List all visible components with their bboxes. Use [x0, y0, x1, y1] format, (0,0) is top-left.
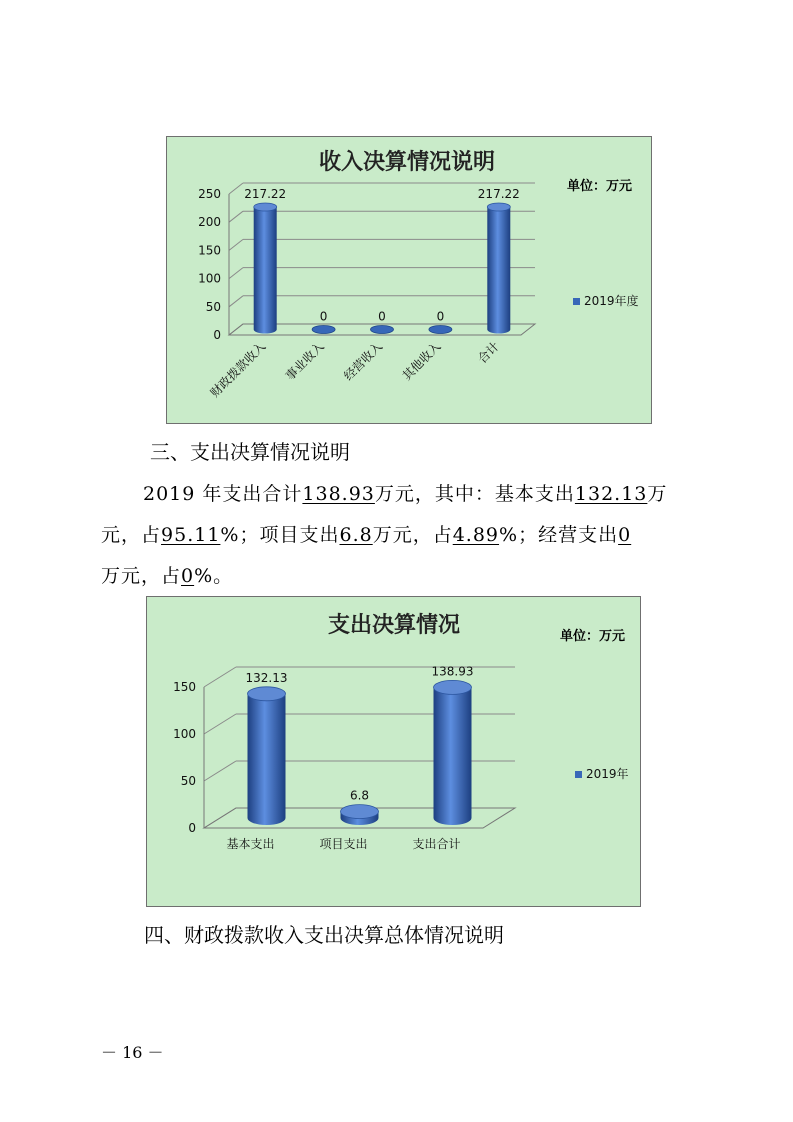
bar-top: [312, 326, 335, 334]
legend-swatch: [573, 298, 580, 305]
bar: [254, 203, 277, 334]
expenditure-chart-unit: 单位：万元: [560, 629, 626, 644]
bar-body: [434, 687, 472, 825]
section4-heading: 四、财政拨款收入支出决算总体情况说明: [144, 923, 504, 947]
data-label: 6.8: [349, 788, 370, 803]
bar-body: [254, 207, 277, 334]
bar: [312, 326, 335, 334]
y-tick-label: 50: [205, 299, 221, 314]
x-category-label: 支出合计: [412, 837, 461, 851]
bar: [341, 805, 379, 825]
operating-expenditure-value: 0: [618, 524, 632, 546]
data-label: 0: [436, 309, 445, 324]
y-tick-label: 50: [180, 774, 196, 788]
y-tick-label: 0: [213, 328, 221, 342]
project-pct-value: 4.89: [452, 524, 500, 546]
chart-title: 支出决算情况: [327, 613, 461, 638]
page-number: － 16 －: [101, 1043, 164, 1062]
income-chart: [166, 136, 652, 424]
bar-top: [487, 203, 510, 211]
x-category-label: 合计: [475, 339, 502, 367]
legend-label: 2019年: [586, 767, 629, 781]
data-label: 132.13: [245, 670, 288, 685]
y-tick-label: 200: [198, 215, 221, 230]
bar-top: [341, 805, 379, 819]
bar: [487, 203, 510, 334]
data-label: 217.22: [477, 186, 520, 201]
y-tick-label: 150: [198, 243, 221, 258]
basic-expenditure-value: 132.13: [574, 483, 648, 505]
bar: [429, 326, 452, 334]
section3-paragraph-line1: 2019 年支出合计138.93万元，其中：基本支出132.13万: [143, 483, 668, 505]
depth-gridline: [204, 714, 236, 734]
operating-pct-value: 0: [181, 565, 195, 587]
x-category-label: 财政拨款收入: [207, 339, 269, 401]
depth-gridline: [204, 761, 236, 781]
bar-body: [248, 694, 286, 825]
chart-title: 收入决算情况说明: [318, 150, 496, 175]
bar-body: [487, 207, 510, 334]
data-label: 217.22: [244, 186, 287, 201]
y-tick-label: 0: [188, 821, 196, 835]
depth-gridline: [229, 239, 243, 250]
depth-gridline: [229, 268, 243, 279]
income-chart-unit: 单位：万元: [567, 179, 633, 194]
basic-pct-value: 95.11: [161, 524, 221, 546]
y-tick-label: 100: [198, 271, 221, 286]
depth-gridline: [204, 667, 236, 687]
x-category-label: 事业收入: [282, 339, 327, 384]
bar-top: [434, 680, 472, 694]
x-category-label: 项目支出: [319, 837, 368, 851]
data-label: 0: [378, 309, 386, 324]
data-label: 0: [319, 309, 328, 324]
legend-swatch: [575, 771, 582, 778]
bar-top: [429, 326, 452, 334]
bar: [371, 326, 394, 334]
expenditure-chart: [146, 596, 641, 907]
data-label: 138.93: [431, 664, 474, 679]
x-category-label: 其他收入: [399, 339, 444, 384]
bar-top: [254, 203, 277, 211]
section3-paragraph-line3: 万元，占0%。: [101, 565, 234, 587]
section3-heading: 三、支出决算情况说明: [150, 440, 350, 464]
depth-gridline: [229, 296, 243, 307]
legend-label: 2019年度: [584, 294, 639, 308]
x-category-label: 经营收入: [341, 339, 386, 384]
y-tick-label: 250: [198, 187, 221, 201]
depth-gridline: [229, 183, 243, 194]
total-expenditure-value: 138.93: [302, 483, 375, 505]
section3-paragraph-line2: 元，占95.11%；项目支出6.8万元，占4.89%；经营支出0: [101, 524, 632, 546]
x-category-label: 基本支出: [226, 837, 275, 851]
depth-gridline: [229, 211, 243, 222]
bar-top: [371, 326, 394, 334]
bar: [248, 687, 286, 825]
y-tick-label: 150: [173, 680, 196, 694]
project-expenditure-value: 6.8: [339, 524, 373, 546]
bar: [434, 680, 472, 825]
y-tick-label: 100: [173, 727, 196, 741]
bar-top: [248, 687, 286, 701]
